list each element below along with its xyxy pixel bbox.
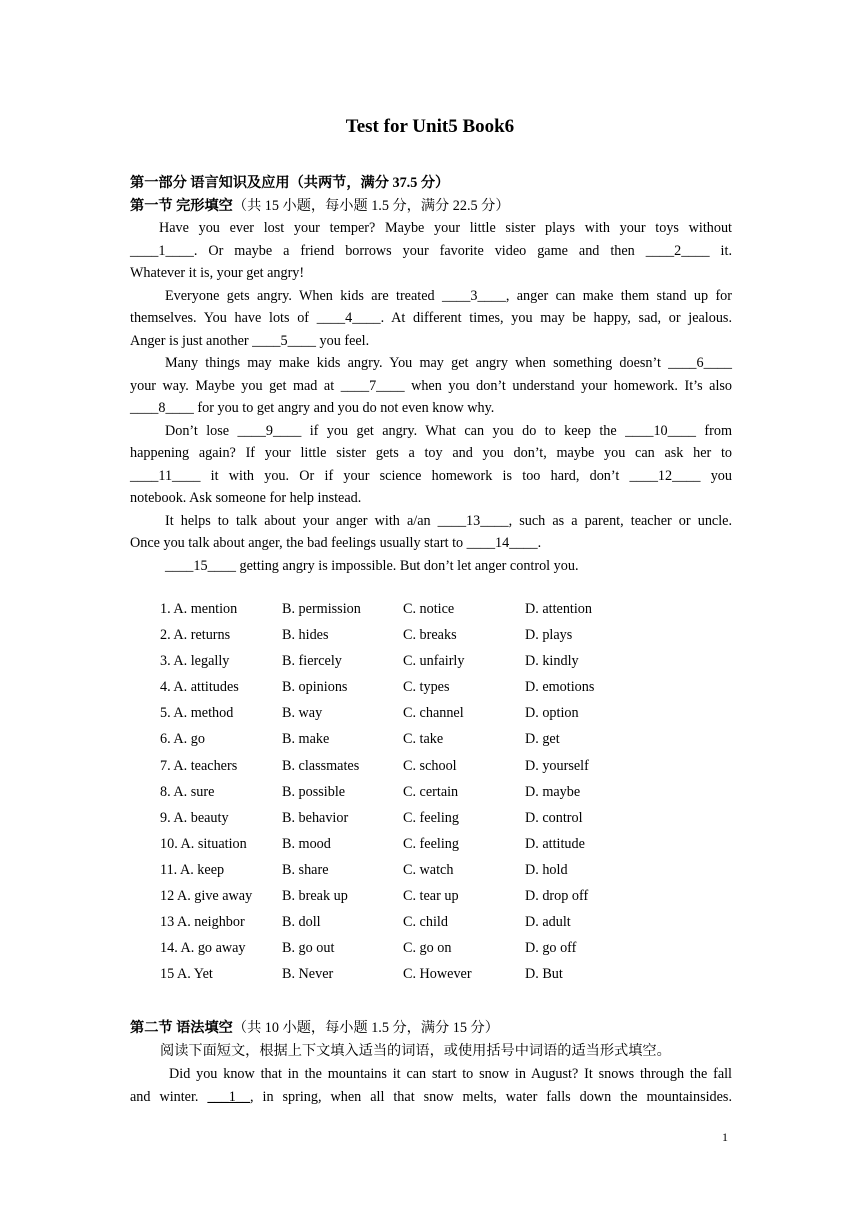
option-a: 11. A. keep [160,861,225,878]
option-d: D. control [525,809,583,826]
option-c: C. take [403,731,444,748]
option-c: C. notice [403,601,455,617]
section1-label: 第一节 完形填空 [130,198,233,214]
passage2-line [130,1086,732,1109]
passage-line: Many things may make kids angry. You may get angry when something doesn’t ____6____ [165,355,732,371]
option-c: C. watch [403,861,454,878]
passage2-text: , in spring, when all that snow melts, water falls down the mountainsides. [250,1089,732,1105]
option-c: C. certain [403,783,459,800]
passage-line: ____11____ it with you. Or if your science homework is too hard, don’t ____12____ you [130,468,732,484]
passage-line: Once you talk about anger, the bad feelings usually start to ____14____. [130,535,542,551]
section2-label: 第二节 语法填空 [130,1020,233,1036]
option-row [160,758,645,784]
option-b: B. Never [282,966,334,983]
option-row [160,888,645,914]
page-number: 1 [722,1130,728,1144]
option-d: D. option [525,705,579,722]
option-a: 1. A. mention [160,601,238,617]
option-a: 14. A. go away [160,940,246,957]
option-a: 8. A. sure [160,783,215,800]
option-b: B. make [282,731,330,748]
option-b: B. go out [282,940,335,957]
option-a: 7. A. teachers [160,757,238,774]
blank-1: ___1__ [207,1089,250,1105]
option-d: D. adult [525,914,571,931]
option-b: B. opinions [282,679,348,696]
option-row [160,705,645,731]
section2-info: （共 10 小题，每小题 1.5 分，满分 15 分） [232,1020,499,1036]
passage-line: happening again? If your little sister gets a toy and you don’t, maybe you can ask her to [130,445,732,461]
option-c: C. feeling [403,835,459,852]
option-row [160,940,645,966]
option-a: 13 A. neighbor [160,914,245,931]
option-row [160,627,645,653]
option-c: C. child [403,914,448,931]
option-b: B. hides [282,627,329,644]
option-row [160,836,645,862]
option-row [160,601,645,627]
option-c: C. feeling [403,809,459,826]
passage-line: ____1____. Or maybe a friend borrows your favorite video game and then ____2____ it. [130,243,732,259]
option-a: 6. A. go [160,731,205,748]
option-d: D. But [525,966,563,983]
option-row [160,966,645,992]
option-b: B. permission [282,601,361,617]
passage-line: Everyone gets angry. When kids are treated ____3____, anger can make them stand up for [165,288,732,304]
section1-heading [130,195,732,218]
option-a: 9. A. beauty [160,809,229,826]
passage-line: ____15____ getting angry is impossible. But don’t let anger control you. [165,558,579,574]
section1-info: （共 15 小题，每小题 1.5 分，满分 22.5 分） [232,198,510,214]
option-a: 15 A. Yet [160,966,213,983]
option-c: C. tear up [403,888,459,905]
passage-line: It helps to talk about your anger with a/an ____13____, such as a parent, teacher or uncle. [165,513,732,529]
option-a: 10. A. situation [160,835,247,852]
option-b: B. doll [282,914,321,931]
option-b: B. mood [282,835,331,852]
passage2-line: Did you know that in the mountains it can start to snow in August? It snows through the fall [169,1066,732,1082]
section2-heading [130,1017,732,1040]
option-d: D. plays [525,627,573,644]
option-c: C. channel [403,705,464,722]
option-row [160,679,645,705]
option-d: D. get [525,731,560,748]
option-c: C. types [403,679,450,696]
option-b: B. break up [282,888,348,905]
passage-line: Anger is just another ____5____ you feel. [130,333,370,349]
option-b: B. way [282,705,323,722]
option-row [160,862,645,888]
option-d: D. maybe [525,783,581,800]
option-c: C. breaks [403,627,457,644]
option-b: B. possible [282,783,346,800]
option-d: D. yourself [525,757,589,774]
passage-line: themselves. You have lots of ____4____. At different times, you may be happy, sad, or jealous. [130,310,732,326]
option-d: D. attitude [525,835,585,852]
option-b: B. behavior [282,809,349,826]
passage-line: Have you ever lost your temper? Maybe your little sister plays with your toys without [159,220,732,236]
option-c: C. school [403,757,457,774]
option-d: D. hold [525,861,568,878]
option-d: D. drop off [525,888,589,905]
passage-line: your way. Maybe you get mad at ____7____ when you don’t understand your homework. It’s also [130,378,732,394]
option-b: B. fiercely [282,653,342,670]
option-d: D. emotions [525,679,595,696]
option-c: C. However [403,966,472,983]
answer-options [160,601,645,992]
passage2-text: and winter. [130,1089,208,1105]
part1-heading: 第一部分 语言知识及应用（共两节，满分 37.5 分） [130,175,450,191]
option-row [160,784,645,810]
option-row [160,731,645,757]
option-b: B. share [282,861,329,878]
passage-line: Don’t lose ____9____ if you get angry. What can you do to keep the ____10____ from [165,423,732,439]
option-row [160,914,645,940]
option-a: 2. A. returns [160,627,231,644]
option-a: 4. A. attitudes [160,679,239,696]
section2-instruction: 阅读下面短文，根据上下文填入适当的词语，或使用括号中词语的适当形式填空。 [160,1043,671,1059]
option-a: 3. A. legally [160,653,230,670]
page-title: Test for Unit5 Book6 [345,116,515,137]
option-a: 12 A. give away [160,888,253,905]
option-row [160,653,645,679]
option-b: B. classmates [282,757,360,774]
passage-line: notebook. Ask someone for help instead. [130,490,362,506]
option-c: C. go on [403,940,452,957]
option-d: D. attention [525,601,592,617]
passage-line: ____8____ for you to get angry and you do not even know why. [130,400,495,416]
option-d: D. kindly [525,653,579,670]
option-c: C. unfairly [403,653,465,670]
option-row [160,810,645,836]
option-a: 5. A. method [160,705,234,722]
passage-line: Whatever it is, your get angry! [130,265,305,281]
option-d: D. go off [525,940,577,957]
